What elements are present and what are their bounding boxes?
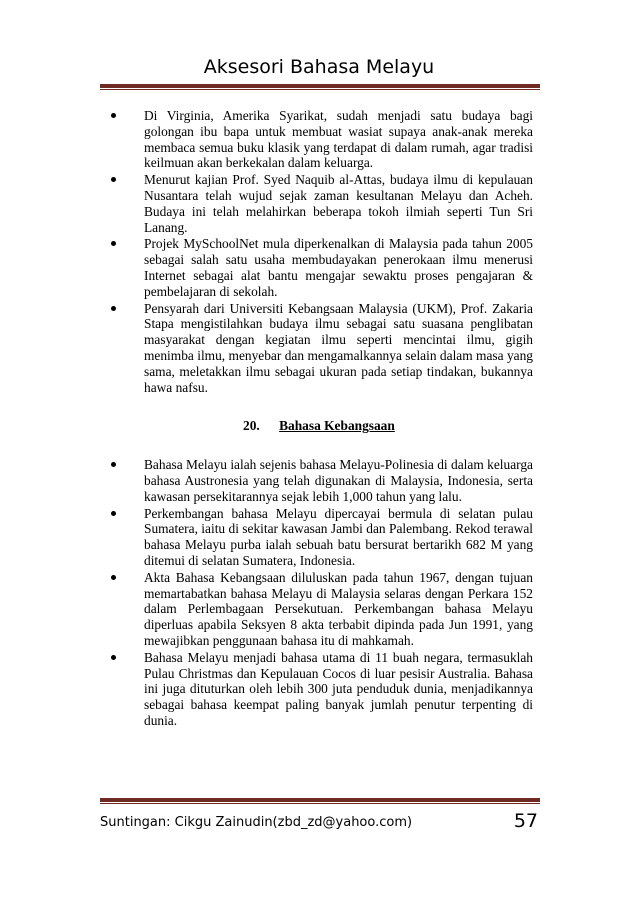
list-item-text: Akta Bahasa Kebangsaan diluluskan pada tahun 1967, dengan tujuan memartabatkan bahasa Melayu di Malaysia selaras dengan Perkara 152 dalam Perlembagaan Persekutuan. Perkembangan bahasa Melayu diperluas apabila Seksyen 8 akta terbabit dipinda pada Jun 1991, yang mewajibkan penggunaan bahasa itu di mahkamah.: [144, 569, 533, 648]
list-item-text: Pensyarah dari Universiti Kebangsaan Malaysia (UKM), Prof. Zakaria Stapa mengistilahkan budaya ilmu sebagai satu suasana penglibatan masyarakat dengan kegiatan ilmu seperti mencintai ilmu, gigih menimba ilmu, menyebar dan mengamalkannya selain dalam masa yang sama, meletakkan ilmu sebagai ukuran pada setiap tindakan, bukannya hawa nafsu.: [144, 300, 533, 395]
page-header-title: Aksesori Bahasa Melayu: [203, 56, 435, 78]
list-item-text: Bahasa Melayu menjadi bahasa utama di 11 buah negara, termasuklah Pulau Christmas dan Kepulauan Cocos di luar pesisir Australia. Bahasa ini juga dituturkan oleh lebih 300 juta penduduk dunia, menjadikannya sebagai bahasa keempat paling banyak jumlah penutur terpenting di dunia.: [144, 649, 533, 728]
bullet-icon: [111, 655, 116, 660]
list-item-text: Menurut kajian Prof. Syed Naquib al-Attas, budaya ilmu di kepulauan Nusantara telah wujud sejak zaman kesultanan Melayu dan Acheh. Budaya ini telah melahirkan beberapa tokoh ilmiah seperti Tun Sri Lanang.: [144, 172, 533, 235]
list-item: [97, 457, 533, 504]
bullet-icon: [111, 306, 116, 311]
list-item-text: Projek MySchoolNet mula diperkenalkan di Malaysia pada tahun 2005 sebagai salah satu usaha membudayakan penerokaan ilmu menerusi Internet sebagai alat bantu mengajar sewaktu proses pengajaran & pembelajaran di sekolah.: [144, 236, 533, 299]
bullet-list-culture: [97, 108, 533, 395]
footer-credit: Suntingan: Cikgu Zainudin(zbd_zd@yahoo.com): [100, 815, 413, 830]
bullet-icon: [111, 113, 116, 118]
bullet-icon: [111, 575, 116, 580]
list-item: [97, 172, 533, 235]
list-item-text: Di Virginia, Amerika Syarikat, sudah menjadi satu budaya bagi golongan ibu bapa untuk membuat wasiat supaya anak-anak mereka membaca semua buku klasik yang terdapat di dalam rumah, agar tradisi keilmuan akan berkekalan dalam keluarga.: [144, 108, 533, 171]
section-title: Bahasa Kebangsaan: [279, 418, 395, 434]
section-heading: [97, 418, 533, 434]
bullet-icon: [111, 511, 116, 516]
header-rule: [100, 84, 540, 90]
section-number: 20.: [243, 418, 260, 434]
list-item: [97, 650, 533, 729]
list-item: [97, 506, 533, 569]
list-item: [97, 108, 533, 171]
list-item: [97, 570, 533, 649]
page-number: 57: [513, 810, 538, 832]
list-item: [97, 301, 533, 396]
list-item-text: Perkembangan bahasa Melayu dipercayai bermula di selatan pulau Sumatera, iaitu di sekitar kawasan Jambi dan Palembang. Rekod terawal bahasa Melayu purba ialah sebuah batu bersurat bertarikh 682 M yang ditemui di selatan Sumatera, Indonesia.: [144, 505, 533, 568]
bullet-icon: [111, 177, 116, 182]
bullet-icon: [111, 462, 116, 467]
bullet-list-national-language: [97, 457, 533, 729]
bullet-icon: [111, 241, 116, 246]
footer-rule: [100, 798, 540, 804]
list-item: [97, 236, 533, 299]
page-content: [97, 108, 533, 730]
list-item-text: Bahasa Melayu ialah sejenis bahasa Melayu-Polinesia di dalam keluarga bahasa Austronesia yang telah digunakan di Malaysia, Indonesia, serta kawasan persekitarannya sejak lebih 1,000 tahun yang lalu.: [144, 457, 533, 504]
